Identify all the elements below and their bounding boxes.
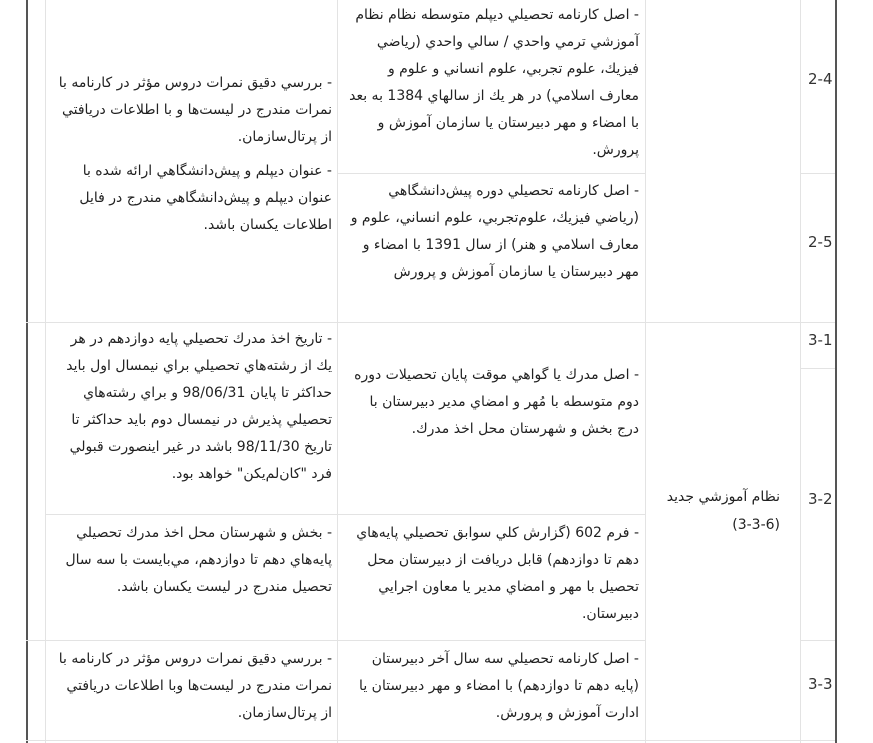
table-right-border — [835, 0, 837, 743]
col-divider-code — [800, 0, 801, 743]
row-code-2-4: 2-4 — [808, 70, 833, 88]
row-divider — [800, 368, 835, 369]
row-code-3-3: 3-3 — [808, 675, 833, 693]
row-divider — [45, 514, 337, 515]
note-3-3: - بررسي دقيق نمرات دروس مؤثر در كارنامه با نمرات مندرج در ليست‌ها وبا اطلاعات دريافتي از پرتال‌سازمان. — [58, 651, 332, 721]
col-divider-system — [645, 0, 646, 743]
row-divider — [337, 514, 645, 515]
document-2-4: - اصل كارنامه تحصيلي ديپلم متوسطه نظام نظام آموزشي ترمي واحدي / سالي واحدي (رياضي فيزيك، علوم تجربي، علوم انساني و علوم و معارف اسلامي) در هر يك از سالهاي 1384 به بعد با امضاء و مهر دبيرستان يا سازمان آموزش و پرورش. — [349, 7, 639, 158]
row-divider — [337, 173, 645, 174]
row-code-2-5: 2-5 — [808, 233, 833, 251]
note-title-match: - عنوان ديپلم و پيش‌دانشگاهي ارائه شده با عنوان ديپلم و پيش‌دانشگاهي مندرج در فايل اطلاعات يكسان باشد. — [79, 163, 332, 233]
col-divider-document — [337, 0, 338, 743]
document-2-5: - اصل كارنامه تحصيلي دوره پيش‌دانشگاهي (رياضي فيزيك، علوم‌تجربي، علوم انساني، علوم و معارف اسلامي و هنر) از سال 1391 با امضاء و مهر دبيرستان يا سازمان آموزش و پرورش — [350, 183, 639, 280]
document-3-3: - اصل كارنامه تحصيلي سه سال آخر دبيرستان (پايه دهم تا دوازدهم) با امضاء و مهر دبيرستان يا ادارت آموزش و پرورش. — [359, 651, 639, 721]
note-3-2: - بخش و شهرستان محل اخذ مدرك تحصيلي پايه‌هاي دهم تا دوازدهم، مي‌بايست با سه سال تحصيل مندرج در ليست يكسان باشد. — [65, 525, 332, 595]
row-divider — [800, 173, 835, 174]
education-system-label — [655, 483, 780, 539]
col-divider-note — [45, 0, 46, 743]
document-3-2: - فرم 602 (گزارش كلي سوابق تحصيلي پايه‌هاي دهم تا دوازدهم) قابل دريافت از دبيرستان محل تحصيل با مهر و امضاي مدير يا معاون اجرايي دبيرستان. — [356, 525, 639, 622]
education-system-title: نظام آموزشي جديد — [666, 489, 780, 505]
table-left-border — [26, 0, 28, 743]
note-3-1: - تاريخ اخذ مدرك تحصيلي پايه دوازدهم در هر يك از رشته‌هاي تحصيلي براي نيمسال اول بايد حداكثر تا پايان 98/06/31 و براي رشته‌هاي تحصيلي پذيرش در نيمسال دوم بايد حداكثر تا تاريخ 98/11/30 باشد در غير اينصورت قبولي فرد "كان‌لم‌يكن" خواهد بود. — [66, 331, 332, 482]
row-divider — [26, 740, 835, 741]
row-divider — [26, 322, 835, 323]
row-divider — [800, 640, 835, 641]
row-divider — [26, 640, 645, 641]
document-3-1: - اصل مدرك يا گواهي موقت پايان تحصيلات دوره دوم متوسطه با مُهر و امضاي مدير دبيرستان با درج بخش و شهرستان محل اخذ مدرك. — [354, 367, 639, 437]
note-grades-check: - بررسي دقيق نمرات دروس مؤثر در كارنامه با نمرات مندرج در ليست‌ها و با اطلاعات دريافتي از پرتال‌سازمان. — [58, 75, 332, 145]
row-code-3-1: 3-1 — [808, 331, 833, 349]
row-code-3-2: 3-2 — [808, 490, 833, 508]
education-system-sub: (3-3-6) — [732, 517, 780, 533]
